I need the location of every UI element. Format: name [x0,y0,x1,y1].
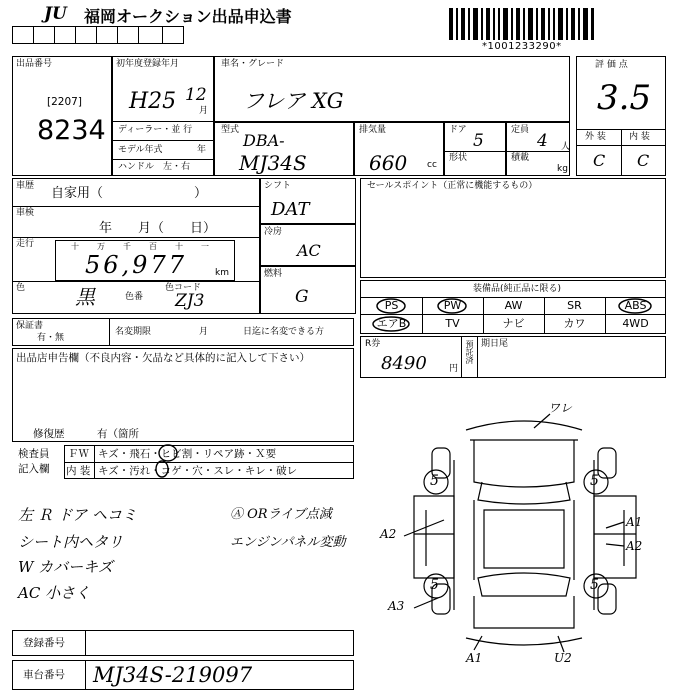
vehicle-category-value: 自家用（ ） [51,186,208,201]
inspector-section [12,445,354,479]
chassis-label: 車台番号 [23,669,65,681]
sales-point-label: セールスポイント（正常に機能するもの） [367,181,538,191]
warranty-options: 有・無 [37,333,65,343]
repair-history-value: 有（箇所 [97,428,139,440]
aircon-box [260,224,356,266]
color-code-value: ZJ3 [175,291,205,311]
damage-mark: A2 [380,527,397,541]
note-line: Ⓐ ORライブ点減 [230,507,332,522]
inspection-value: 年 月（ 日） [99,221,217,236]
notes-left [18,508,218,608]
mileage-digit-label: 万 [97,242,105,251]
inspector-label2: 記入欄 [18,463,50,475]
aircon-value: AC [297,241,321,260]
barcode-graphic [447,8,597,42]
equip-tv: TV [445,317,460,330]
expiry-date-note: 日迄に名変できる方 [243,327,325,337]
interior-value: C [637,151,650,170]
color-no-label: 色番 [125,292,144,302]
shift-label: シフト [264,181,292,191]
warranty-box [12,318,354,346]
repair-history-label: 修復歴 [33,428,65,440]
note-line: 左 Ｒ ドア ヘコミ [18,506,137,524]
vehicle-category-label: 車歴 [16,181,35,191]
mileage-digit-label: 百 [149,242,157,251]
inspection-label: 車検 [16,208,35,218]
aircon-label: 冷房 [264,227,283,237]
notes-right [230,506,360,556]
fuel-box [260,266,356,314]
comments-label: 出品店申告欄（不良内容・欠品など具体的に記入して下さい） [16,352,310,364]
equip-ps: PS [384,299,399,312]
registration-month: 12 [185,85,207,105]
damage-mark: A2 [626,539,643,553]
listing-label: 出品番号 [16,59,53,69]
interior-inspect-label: 内 装 [66,465,91,477]
fuel-value: G [295,287,309,307]
capacity-label: 定員 [511,125,530,135]
car-diagram [374,400,674,670]
loading-unit: kg [557,164,568,174]
equip-leather: カワ [563,317,586,330]
mileage-unit: km [215,268,229,278]
loading-label: 積載 [511,153,530,163]
capacity-box [506,122,570,176]
damage-mark: U2 [554,651,572,665]
equipment-label: 装備品(純正品に限る) [473,284,562,294]
listing-number: 8234 [37,115,106,146]
model-line2: MJ34S [239,151,307,175]
recycle-unit: 円 [449,364,459,374]
shift-value: DAT [271,199,310,220]
equipment-box [360,280,666,334]
capacity-value: 4 [537,131,548,151]
recycle-value: 8490 [381,353,427,374]
fuel-label: 燃料 [264,269,283,279]
mileage-digit-label: 十 [175,242,183,251]
score-box [576,56,666,176]
car-name-box [214,56,570,122]
recycle-box [360,336,666,378]
color-label: 色 [16,283,26,293]
comments-box [12,348,354,442]
logo: JU [44,4,67,24]
tire-mark: 5 [590,577,599,593]
form-title: 福岡オークション出品申込書 [84,7,292,26]
note-line: W カバーキズ [18,558,113,576]
tire-mark: 5 [430,577,439,593]
note-line: エンジンパネル変動 [230,535,346,550]
mileage-digit-label: 千 [123,242,131,251]
deadline-label: 期日尾 [481,339,509,349]
expiry-month-unit: 月 [199,327,209,337]
listing-box [12,56,112,176]
registration-era-year: H25 [129,89,177,114]
equipment-circle-marks [361,297,665,333]
sales-point-box [360,178,666,278]
car-name-value: フレア XG [243,89,344,113]
displacement-value: 660 [369,151,408,175]
equip-airbag: エアB [376,317,407,330]
damage-mark: A1 [466,651,483,665]
doors-label: ドア [449,125,467,135]
mileage-digit-label: 十 [71,242,79,251]
fw-items: キズ・飛石・ヒビ割・リペア跡・Ｘ要 [98,448,277,460]
fw-label: ＦＷ [68,448,89,460]
score-label: 評 価 点 [595,60,628,70]
shift-box [260,178,356,224]
damage-mark: A1 [626,515,643,529]
interior-items: キズ・汚れ・コゲ・穴・スレ・キレ・破レ [98,465,298,477]
score-value: 3.5 [597,78,652,118]
registration-no-label: 登録番号 [23,637,65,649]
tire-mark: 5 [590,473,599,489]
defect-circle-marks [150,441,190,481]
equip-aw: AW [504,299,523,312]
tire-mark: 5 [430,473,439,489]
barcode-number: *1001233290* [482,41,562,52]
doors-box [444,122,506,176]
displacement-unit: cc [427,160,437,170]
chassis-value: MJ34S-219097 [93,663,253,687]
equip-abs: ABS [624,299,647,312]
chassis-box [12,660,354,690]
displacement-label: 排気量 [359,125,387,135]
mileage-value: 56,977 [85,251,187,279]
interior-label: 内 装 [629,132,650,142]
exterior-value: C [593,151,606,170]
dealer-label: ディーラー・並 行 [118,125,193,135]
vehicle-box [12,178,260,314]
note-line: シート内ヘタリ [18,533,124,551]
shape-label: 形状 [449,153,468,163]
mileage-label: 走行 [16,239,35,249]
top-box-row [12,26,184,44]
model-year-unit: 年 [197,145,207,155]
exterior-label: 外 装 [585,132,606,142]
color-value: 黒 [75,285,95,309]
doors-value: 5 [473,131,484,151]
header [38,3,368,25]
handle-label: ハンドル 左・右 [118,162,191,172]
inspector-label1: 検査員 [18,448,50,460]
note-line: AC 小さく [18,584,91,602]
displacement-box [354,122,444,176]
mileage-digit-label: 一 [201,242,209,251]
listing-sub-number: [2207] [47,96,82,108]
car-name-label: 車名・グレード [221,59,285,69]
recycle-label: R券 [365,339,381,349]
equip-4wd: 4WD [622,317,649,330]
model-line1: DBA- [243,131,285,150]
equip-sr: SR [567,299,582,312]
color-code-label: 色コード [165,283,202,293]
barcode [447,8,597,42]
equip-pw: PW [443,299,462,312]
model-box [214,122,354,176]
model-year-label: モデル年式 [118,145,163,155]
model-label: 型式 [221,125,240,135]
registration-month-unit: 月 [199,106,209,116]
capacity-unit: 人 [561,142,571,152]
diagram-top-label: ワレ [548,401,573,415]
equip-navi: ナビ [502,317,525,330]
damage-mark: A3 [388,599,405,613]
expiry-label: 名変期限 [115,327,152,337]
deposit-label: 預託済 [465,340,474,364]
registration-box [112,56,214,176]
registration-label: 初年度登録年月 [116,59,180,69]
registration-no-box [12,630,354,656]
car-outline [374,400,674,670]
warranty-label: 保証書 [16,321,44,331]
